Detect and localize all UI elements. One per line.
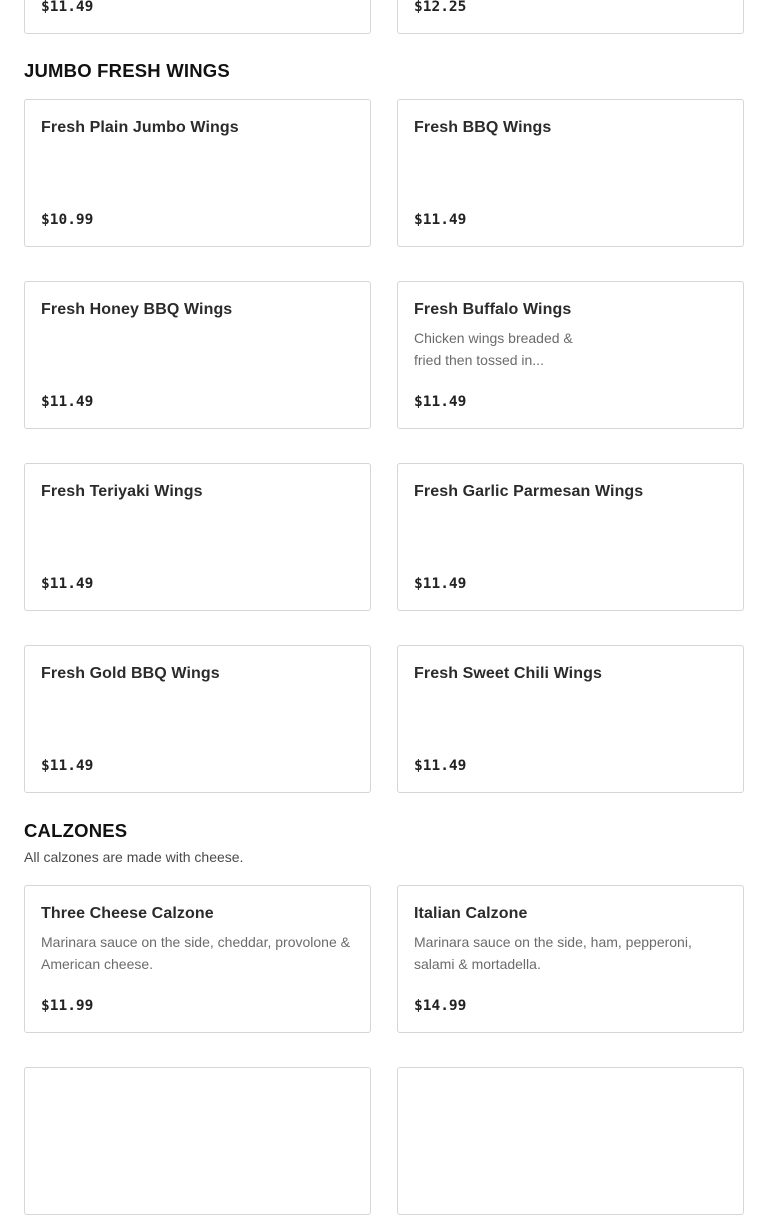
item-name: Fresh Garlic Parmesan Wings <box>414 483 644 500</box>
item-name: Fresh BBQ Wings <box>414 119 552 136</box>
item-name: Italian Calzone <box>414 905 528 922</box>
item-price: $11.49 <box>414 394 467 410</box>
menu-item-card[interactable] <box>397 99 744 247</box>
menu-item-card[interactable] <box>24 885 371 1033</box>
item-price: $12.25 <box>414 0 467 15</box>
menu-item-card[interactable] <box>24 1067 371 1215</box>
item-price: $11.99 <box>41 998 94 1014</box>
menu-item-card[interactable] <box>24 281 371 429</box>
menu-item-card[interactable] <box>397 885 744 1033</box>
menu-item-card[interactable] <box>24 645 371 793</box>
item-name: Three Cheese Calzone <box>41 905 214 922</box>
item-name: Fresh Plain Jumbo Wings <box>41 119 239 136</box>
menu-item-card[interactable] <box>397 1067 744 1215</box>
menu-item-card[interactable] <box>397 0 744 34</box>
section-subtitle: All calzones are made with cheese. <box>24 849 244 865</box>
menu-item-card[interactable] <box>24 99 371 247</box>
item-name: Fresh Buffalo Wings <box>414 301 572 318</box>
item-price: $11.49 <box>41 758 94 774</box>
item-price: $11.49 <box>41 394 94 410</box>
item-description: Chicken wings breaded & fried then tossed in... <box>414 330 573 368</box>
item-price: $11.49 <box>414 758 467 774</box>
item-price: $11.49 <box>414 576 467 592</box>
section-title-calzones: CALZONES <box>24 820 128 841</box>
menu-item-card[interactable] <box>397 645 744 793</box>
item-name: Fresh Sweet Chili Wings <box>414 665 602 682</box>
item-name: Fresh Gold BBQ Wings <box>41 665 220 682</box>
item-price: $11.49 <box>414 212 467 228</box>
item-price: $14.99 <box>414 998 467 1014</box>
menu-item-card[interactable] <box>24 0 371 34</box>
menu-item-card[interactable] <box>24 463 371 611</box>
menu-item-card[interactable] <box>397 281 744 429</box>
menu-item-card[interactable] <box>397 463 744 611</box>
item-price: $11.49 <box>41 0 94 15</box>
item-name: Fresh Honey BBQ Wings <box>41 301 233 318</box>
item-name: Fresh Teriyaki Wings <box>41 483 203 500</box>
item-price: $11.49 <box>41 576 94 592</box>
item-description: Marinara sauce on the side, ham, pepperoni, salami & mortadella. <box>414 934 692 972</box>
item-description: Marinara sauce on the side, cheddar, provolone & American cheese. <box>41 934 350 972</box>
section-title-wings: JUMBO FRESH WINGS <box>24 60 230 81</box>
item-price: $10.99 <box>41 212 94 228</box>
